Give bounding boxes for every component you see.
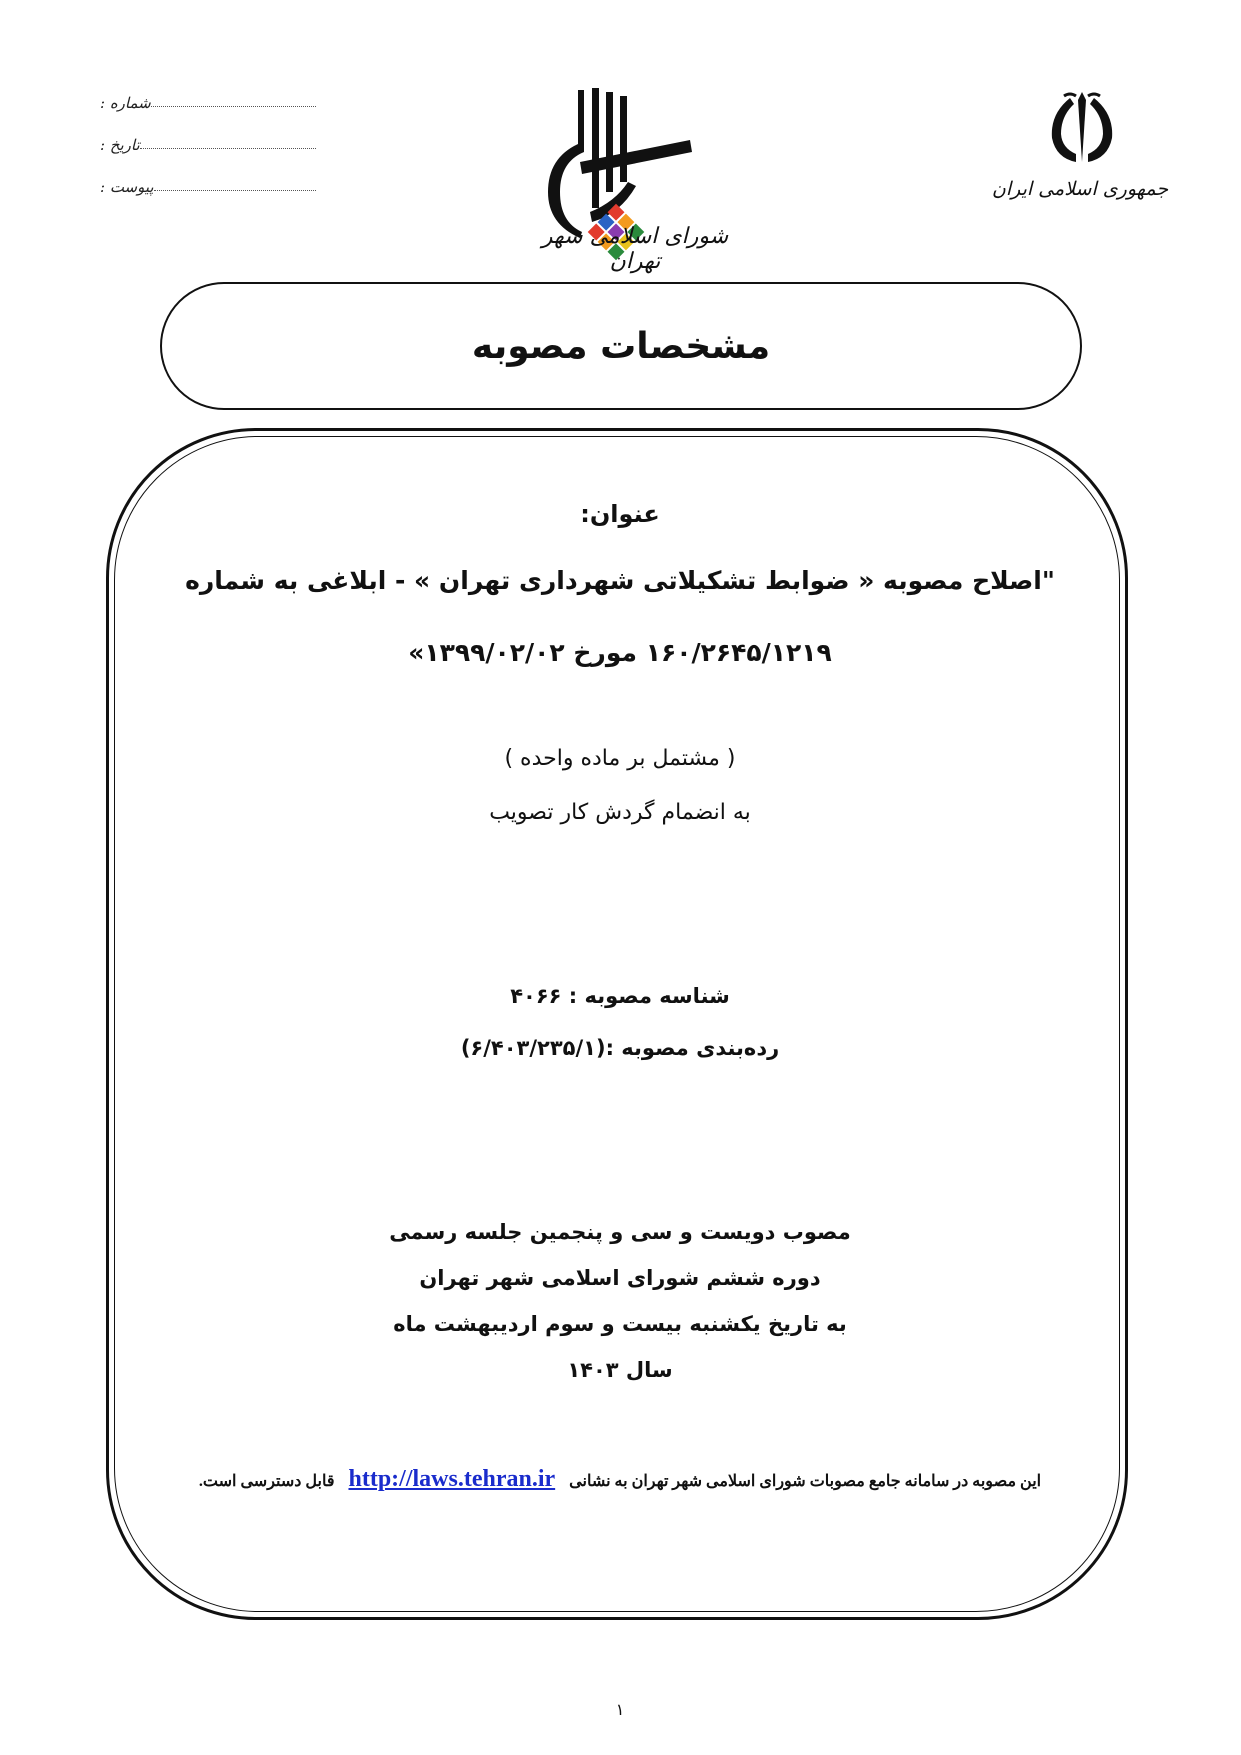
availability-footnote bbox=[120, 1466, 1120, 1493]
iran-emblem-label: جمهوری اسلامی ایران bbox=[991, 178, 1169, 200]
laws-portal-link[interactable]: http://laws.tehran.ir bbox=[348, 1466, 556, 1492]
meta-attachment-label: پیوست : bbox=[100, 178, 154, 196]
approval-line-1: مصوب دویست و سی و پنجمین جلسه رسمی bbox=[389, 1220, 851, 1244]
page-title: مشخصات مصوبه bbox=[471, 325, 771, 367]
single-article-note: ( مشتمل بر ماده واحده ) bbox=[504, 746, 736, 771]
approval-line-4: سال ۱۴۰۳ bbox=[567, 1358, 673, 1382]
content-frame-inner bbox=[114, 436, 1120, 1612]
meta-attachment-field bbox=[96, 170, 316, 196]
page-number: ۱ bbox=[615, 1700, 625, 1719]
footnote-text-after: قابل دسترسی است. bbox=[198, 1473, 335, 1490]
subject-line-1: "اصلاح مصوبه « ضوابط تشکیلاتی شهرداری تهران » - ابلاغی به شماره bbox=[185, 566, 1055, 595]
resolution-id: شناسه مصوبه : ۴۰۶۶ bbox=[510, 984, 730, 1008]
title-box bbox=[160, 282, 1082, 410]
meta-number-field bbox=[96, 86, 316, 112]
iran-emblem-icon bbox=[1040, 88, 1124, 168]
council-logo-label: شورای اسلامی شهر تهران bbox=[541, 224, 729, 274]
attachment-note: به انضمام گردش کار تصویب bbox=[489, 800, 751, 825]
approval-line-2: دوره ششم شورای اسلامی شهر تهران bbox=[419, 1266, 821, 1290]
subject-line-2: ۱۶۰/۲۶۴۵/۱۲۱۹ مورخ ۱۳۹۹/۰۲/۰۲» bbox=[408, 638, 832, 667]
subject-label: عنوان: bbox=[580, 500, 660, 528]
meta-attachment-line bbox=[154, 189, 316, 191]
footnote-text-before: این مصوبه در سامانه جامع مصوبات شورای اسلامی شهر تهران به نشانی bbox=[569, 1473, 1042, 1490]
meta-date-line bbox=[140, 147, 316, 149]
meta-number-label: شماره : bbox=[100, 94, 151, 112]
approval-line-3: به تاریخ یکشنبه بیست و سوم اردیبهشت ماه bbox=[393, 1312, 847, 1336]
resolution-classification: رده‌بندی مصوبه :(۶/۴۰۳/۲۳۵/۱) bbox=[460, 1036, 780, 1060]
meta-date-field bbox=[96, 128, 316, 154]
meta-date-label: تاریخ : bbox=[100, 136, 140, 154]
meta-number-line bbox=[151, 105, 316, 107]
